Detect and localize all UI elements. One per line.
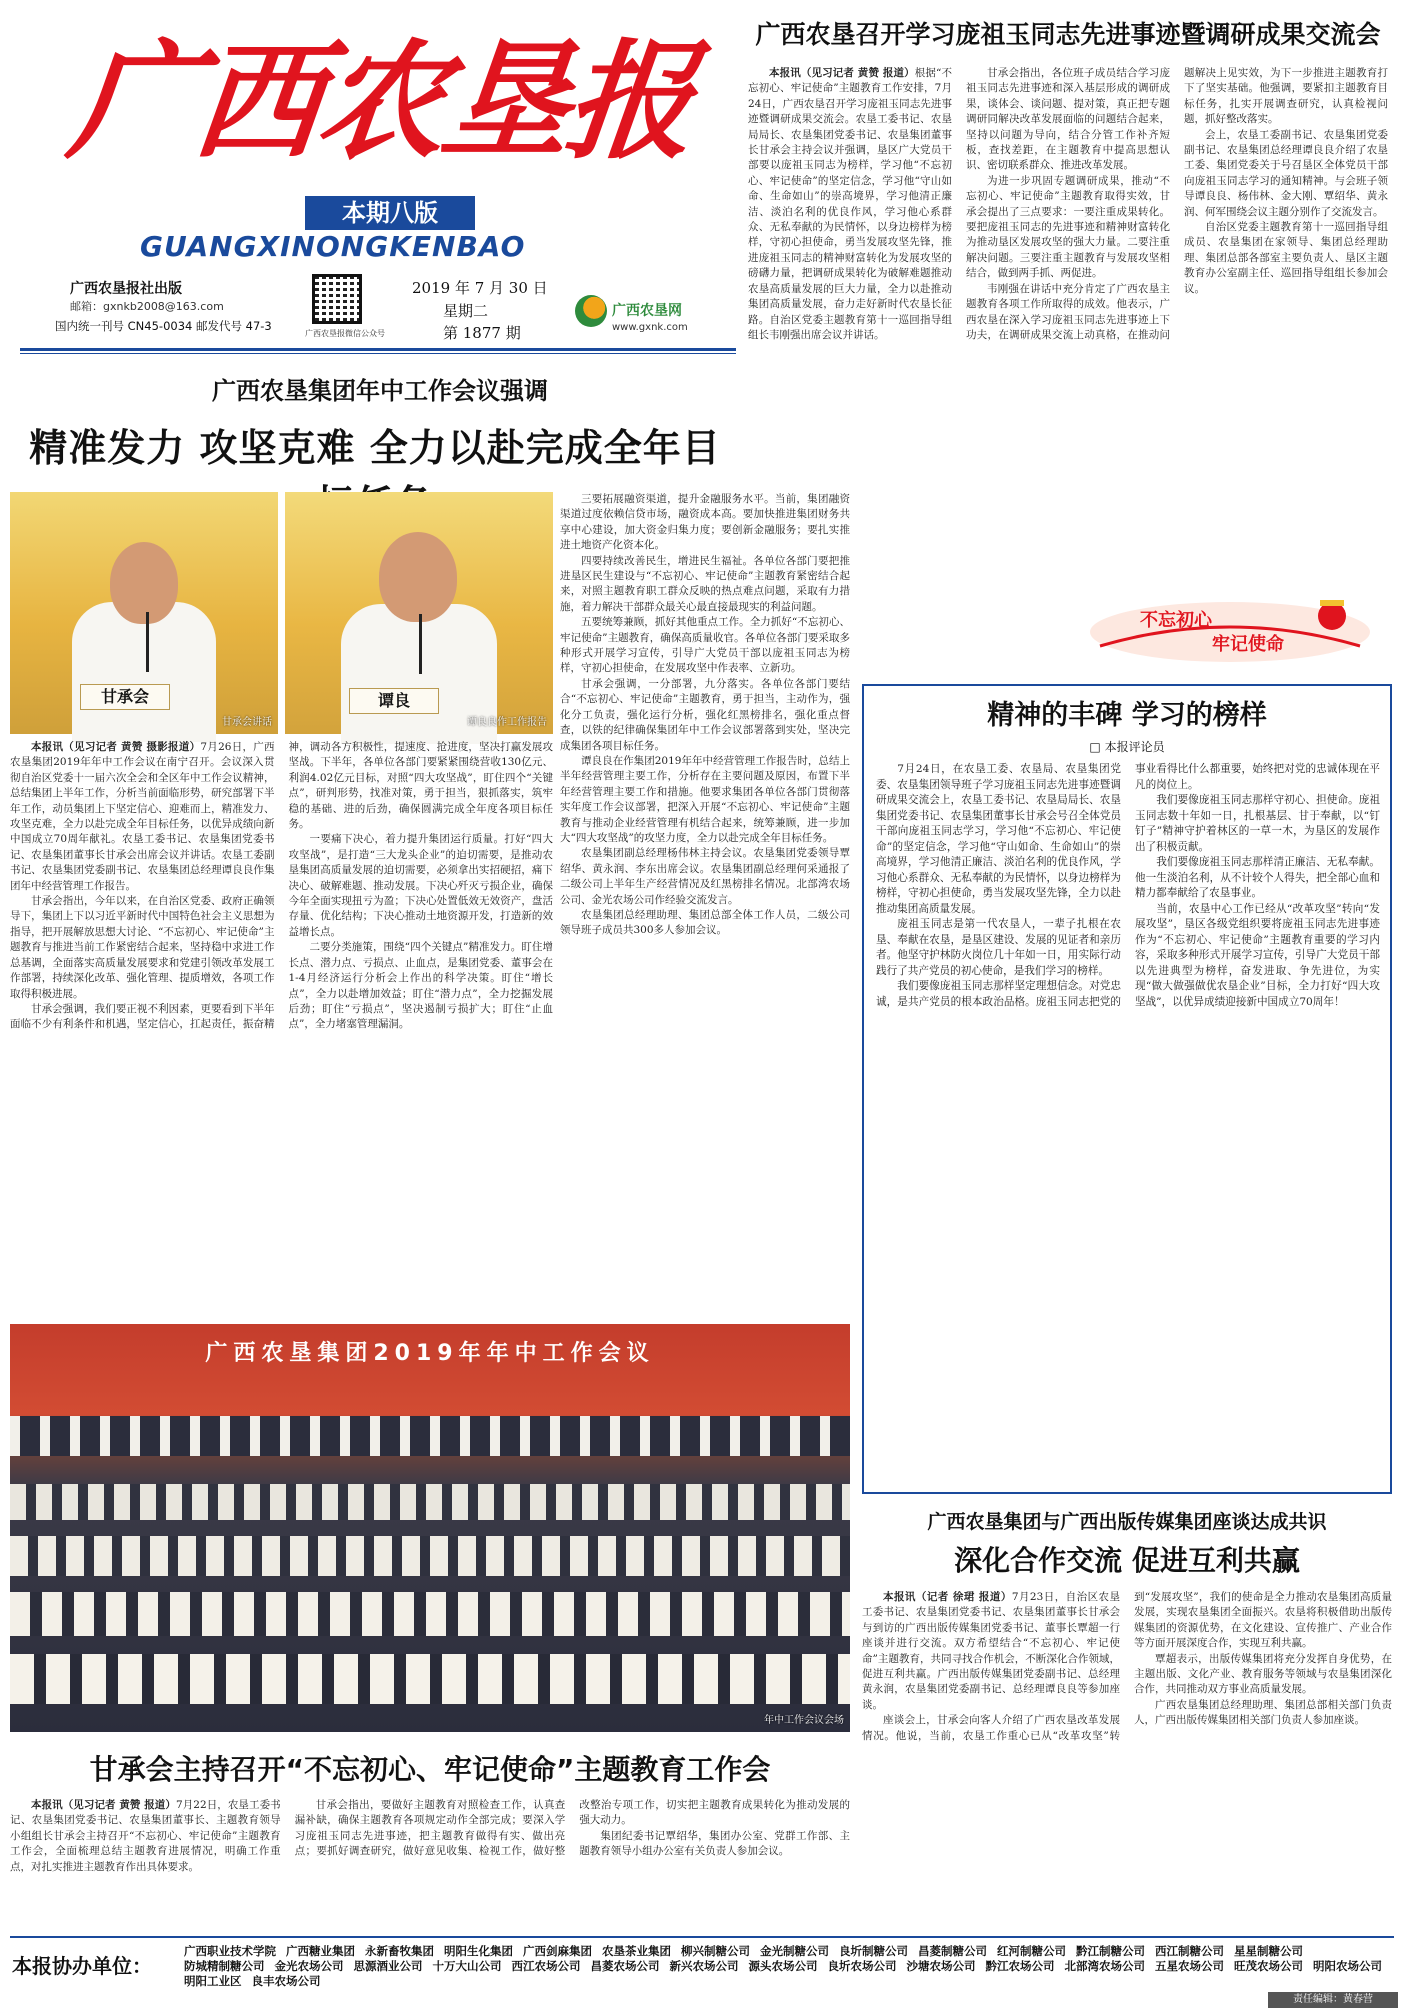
story-cooperation-headline: 深化合作交流 促进互利共赢 [954, 1544, 1300, 1577]
sponsor-item: 西江制糖公司 [1155, 1944, 1224, 1958]
sponsor-item: 良圻制糖公司 [839, 1944, 908, 1958]
paragraph: 庞祖玉同志是第一代农垦人，一辈子扎根在农垦、奉献在农垦，是垦区建设、发展的见证者和亲历者。他坚守护林防火岗位几十年如一日，用实际行动践行了共产党员的初心使命，是我们学习的榜样。 [876, 918, 1121, 977]
podium-row [10, 1416, 850, 1456]
sponsor-item: 红河制糖公司 [997, 1944, 1066, 1958]
issue-number: 第 1877 期 [443, 324, 521, 342]
speaker-2-head [379, 532, 457, 622]
photo-caption: 谭良良作工作报告 [467, 717, 547, 728]
sponsors-label: 本报协办单位： [12, 1954, 152, 1978]
photo-conference-hall [10, 1324, 850, 1732]
website-url[interactable]: www.gxnk.com [612, 322, 688, 333]
paragraph: 农垦集团总经理助理、集团总部全体工作人员，二级公司领导班子成员共300多人参加会议。 [560, 908, 850, 937]
paragraph: 我们要像庞祖玉同志那样坚定理想信念。对党忠诚，是共产党员的根本政治品格。庞祖玉同志把党的事业看得比什么都重要，始终把对党的忠诚体现在平凡的岗位上。 [876, 763, 1380, 1008]
qr-caption: 广西农垦报微信公众号 [305, 329, 385, 338]
lead-body-right [560, 492, 850, 1318]
sponsor-item: 昌菱制糖公司 [918, 1944, 987, 1958]
commentary-body [876, 762, 1380, 1488]
photo-caption: 年中工作会议会场 [764, 1715, 844, 1726]
byline: 本报讯（见习记者 黄赞 报道） [769, 67, 915, 79]
paragraph: 我们要像庞祖玉同志那样清正廉洁、无私奉献。他一生淡泊名利，从不计较个人得失，把全部心血和精力都奉献给了农垦事业。 [1135, 856, 1380, 899]
speaker-1-head [110, 542, 178, 624]
sponsor-item: 广西剑麻集团 [523, 1944, 592, 1958]
audience-row [10, 1536, 850, 1576]
paragraph: 集团纪委书记覃绍华，集团办公室、党群工作部、主题教育领导小组办公室有关负责人参加会议。 [579, 1829, 850, 1858]
paragraph: 座谈会上，甘承会向客人介绍了广西农垦改革发展情况。他说，当前，农垦工作重心已从“改革攻坚”转到“发展攻坚”，我们的使命是全力推动农垦集团高质量发展，实现农垦集团全面振兴。农垦将积极借助出版传媒集团的资源优势，在文化建设、宣传推广、产业合作等方面开展深度合作，实现互利共赢。 [862, 1591, 1392, 1742]
paragraph: 广西农垦集团总经理助理、集团总部相关部门负责人，广西出版传媒集团相关部门负责人参加座谈。 [1134, 1698, 1392, 1727]
paragraph: 甘承会强调，一分部署，九分落实。各单位各部门要结合“不忘初心、牢记使命”主题教育，勇于担当，主动作为，强化分工负责，强化运行分析，强化红黑榜排名，强化重点督查，以铁的纪律确保集团年中工作会议部署落到实处，坚决完成集团各项目标任务。 [560, 677, 850, 752]
edition-badge: 本期八版 [305, 196, 475, 230]
publisher-name: 广西农垦报社出版 [70, 281, 182, 297]
sponsor-item: 星星制糖公司 [1234, 1944, 1303, 1958]
sponsor-item: 广西糖业集团 [286, 1944, 355, 1958]
story-cooperation-kicker: 广西农垦集团与广西出版传媒集团座谈达成共识 [927, 1511, 1327, 1533]
masthead-pinyin: GUANGXINONGKENBAO [140, 230, 526, 263]
paragraph: 会上，农垦工委副书记、农垦集团党委副书记、农垦集团总经理谭良良介绍了农垦工委、集团党委关于号召垦区全体党员干部向庞祖玉同志学习的通知精神。与会班子领导谭良良、杨伟林、金大刚、覃绍华、黄永润、何军围绕会议主题分别作了交流发言。 [1184, 128, 1388, 218]
qr-code-icon [312, 274, 362, 324]
photo-speaker-1 [10, 492, 278, 734]
byline: 本报讯（见习记者 黄赞 摄影报道） [31, 741, 201, 753]
audience-row [10, 1654, 850, 1704]
story-study-meeting-title: 广西农垦召开学习庞祖玉同志先进事迹暨调研成果交流会 [755, 20, 1381, 49]
paragraph: 自治区党委主题教育第十一巡回指导组成员、农垦集团在家领导、集团总经理助理、集团总部各部室主要负责人、垦区主题教育办公室副主任、巡回指导组组长参加会议。 [1184, 221, 1388, 295]
sponsor-item: 良圻农场公司 [827, 1959, 897, 1973]
issue-weekday: 星期二 [443, 302, 489, 320]
paragraph: 韦刚强在讲话中充分肯定了广西农垦主题教育各项工作所取得的成效。他表示，广西农垦在深入学习庞祖玉同志先进事迹上下功夫，在调研成果交流上动真格，在推动问题解决上见实效，为下一步推进主题教育打下了坚实基础。他强调，要紧扣主题教育目标任务，扎实开展调查研究，认真检视问题，抓好整改落实。 [966, 67, 1388, 341]
story-education-body: 本报讯（见习记者 黄赞 报道）7月22日，农垦工委书记、农垦集团党委书记、农垦集团董事长、主题教育领导小组组长甘承会主持召开“不忘初心、牢记使命”主题教育工作会，全面梳理总结主题教育进展情况，明确工作重点，对扎实推进主题教育作出具体要求。 甘承会指出，要做好主题教育对照检查工作，认真查漏补缺，确保主题教育各项规定动作全部完成；要深入学习庞祖玉同志先进事迹，把主题教育做得有实、做出亮点；要抓好调查研究，做好意见收集、检视工作，做好整改整治专项工作，切实把主题教育成果转化为推动发展的强大动力。 集团纪委书记覃绍华，集团办公室、党群工作部、主题教育领导小组办公室有关负责人参加会议。 [10, 1798, 850, 1928]
paragraph: 我们要像庞祖玉同志那样守初心、担使命。庞祖玉同志数十年如一日，扎根基层、甘于奉献，以“钉钉子”精神守护着林区的一草一木，为垦区的发展作出了积极贡献。 [1135, 794, 1380, 853]
paragraph: 甘承会指出，要做好主题教育对照检查工作，认真查漏补缺，确保主题教育各项规定动作全部完成；要深入学习庞祖玉同志先进事迹，把主题教育做得有实、做出亮点；要抓好调查研究，做好意见收集、检视工作，做好整改整治专项工作，切实把主题教育成果转化为推动发展的强大动力。 [294, 1799, 850, 1858]
mission-badge-graphic [1080, 588, 1380, 668]
paragraph: 甘承会强调，我们要正视不利因素，更要看到下半年面临不少有利条件和机遇，坚定信心，扛起责任，振奋精神，调动各方积极性，提速度、抢进度，坚决打赢发展攻坚战。下半年，各单位各部门要紧紧围绕营收130亿元、利润4.02亿元目标，对照“四大攻坚战”，盯住四个“关键点”，研判形势，找准对策，勇于担当，狠抓落实，筑牢稳的基础、进的后劲，确保圆满完成全年度各项目标任务。 [10, 741, 553, 1031]
publisher-email: 邮箱：gxnkb2008@163.com [70, 300, 224, 313]
sponsor-item: 十万大山公司 [432, 1959, 502, 1973]
sponsor-item: 源头农场公司 [748, 1959, 818, 1973]
story-education-title: 甘承会主持召开“不忘初心、牢记使命”主题教育工作会 [89, 1753, 771, 1786]
sponsor-item: 北部湾农场公司 [1064, 1959, 1145, 1973]
sponsor-item: 金光农场公司 [274, 1959, 344, 1973]
sponsors-list [184, 1944, 1394, 2004]
lead-kicker: 广西农垦集团年中工作会议强调 [212, 376, 548, 405]
nameplate: 甘承会 [80, 684, 170, 710]
badge-text-bottom: 牢记使命 [1212, 634, 1284, 655]
paragraph: 二要分类施策，围绕“四个关键点”精准发力。盯住增长点、潜力点、亏损点、止血点，是集团党委、董事会在1-4月经济运行分析会上作出的科学决策。盯住“增长点”，全力以赴增加效益；盯住“潜力点”，全力挖掘发展后劲；盯住“亏损点”，坚决遏制亏损扩大；盯住“止血点”，全力堵塞管理漏洞。 [288, 941, 553, 1031]
sponsor-item: 明阳生化集团 [444, 1944, 513, 1958]
sponsor-item: 明阳农场公司 [1313, 1959, 1382, 1973]
issn-line: 国内统一刊号 CN45-0034 邮发代号 47-3 [55, 319, 272, 333]
website-logo-icon [575, 295, 607, 327]
paragraph: 甘承会指出，今年以来，在自治区党委、政府正确领导下，集团上下以习近平新时代中国特色社会主义思想为指导，把开展解放思想大讨论、“不忘初心、牢记使命”主题教育与推进当前工作紧密结合起来，坚持稳中求进工作总基调，全面落实高质量发展要求和党建引领改革发展工作部署，持续深化改革、强化管理、提质增效，各项工作取得积极进展。 [10, 895, 275, 1000]
paragraph: 甘承会指出，各位班子成员结合学习庞祖玉同志先进事迹和深入基层形成的调研成果，谈体会、谈问题、提对策，真正把专题调研同解决改革发展面临的问题结合起来，坚持以问题为导向，结合分管工作补齐短板，查找差距，在主题教育中提高思想认识、密切联系群众、推进改革发展。 [966, 67, 1170, 172]
paragraph: 为进一步巩固专题调研成果，推动“不忘初心、牢记使命”主题教育取得实效，甘承会提出了三点要求：一要注重成果转化。要把庞祖玉同志的先进事迹和精神财富转化为推动垦区发展攻坚的强大力量。二要注重解决问题。三要注重主题教育与发展攻坚相结合，做到两手抓、两促进。 [966, 174, 1170, 280]
lead-headline: 精准发力 攻坚克难 全力以赴完成全年目 [29, 426, 721, 470]
audience-row [10, 1484, 850, 1520]
commentary-author: □ 本报评论员 [1089, 740, 1165, 754]
nameplate: 谭良 [349, 688, 439, 714]
sponsor-item: 思源酒业公司 [353, 1959, 423, 1973]
paragraph: 谭良良在作集团2019年年中经营管理工作报告时，总结上半年经营管理主要工作，分析存在主要问题及原因，布置下半年经营管理主要工作和措施。他要求集团各单位各部门贯彻落实年度工作会议部署，把深入开展“不忘初心、牢记使命”主题教育与推动企业经营管理有机结合起来，统筹兼顾，进一步加大“四大攻坚战”的攻坚力度，全力以赴完成全年目标任务。 [560, 754, 850, 844]
conference-banner: 广西农垦集团2019年年中工作会议 [205, 1341, 655, 1366]
sponsor-item: 农垦茶业集团 [602, 1944, 671, 1958]
microphone-icon [146, 612, 149, 672]
story-study-meeting-body: 本报讯（见习记者 黄赞 报道）根据“不忘初心、牢记使命”主题教育工作安排，7月24日，广西农垦召开学习庞祖玉同志先进事迹暨调研成果交流会。农垦工委书记、农垦局局长、农垦集团党委书记、农垦集团董事长甘承会主持会议并强调，垦区广大党员干部要以庞祖玉同志为榜样，学习他“不忘初心、牢记使命”的坚定信念，学习他“守山如命、生命如山”的崇高境界，学习他清正廉洁、淡泊名利的优良作风，学习他心系群众、无私奉献的为民情怀，以身边榜样为榜样，守初心担使命，勇当发展攻坚先锋，推进庞祖玉同志的精神财富转化为发展攻坚的磅礴力量，把调研成果转化为破解难题推动农垦高质量发展的巨大力量，全力以赴推动集团高质量发展，奋力走好新时代农垦长征路。自治区党委主题教育第十一巡回指导组组长韦刚强出席会议并讲话。 甘承会指出，各位班子成员结合学习庞祖玉同志先进事迹和深入基层形成的调研成果，谈体会、谈问题、提对策，真正把专题调研同解决改革发展面临的问题结合起来，坚持以问题为导向，结合分管工作补齐短板，查找差距，在主题教育中提高思想认识、密切联系群众、推进改革发展。 为进一步巩固专题调研成果，推动“不忘初心、牢记使命”主题教育取得实效，甘承会提出了三点要求：一要注重成果转化。要把庞祖玉同志的先进事迹和精神财富转化为推动垦区发展攻坚的强大力量。二要注重解决问题。三要注重主题教育与发展攻坚相结合，做到两手抓、两促进。 韦刚强在讲话中充分肯定了广西农垦主题教育各项工作所取得的成效。他表示，广西农垦在深入学习庞祖玉同志先进事迹上下功夫，在调研成果交流上动真格，在推动问题解决上见实效，为下一步推进主题教育打下了坚实基础。他强调，要紧扣主题教育目标任务，扎实开展调查研究，认真检视问题，抓好整改落实。 会上，农垦工委副书记、农垦集团党委副书记、农垦集团总经理谭良良介绍了农垦工委、集团党委关于号召垦区全体党员干部向庞祖玉同志学习的通知精神。与会班子领导谭良良、杨伟林、金大刚、覃绍华、黄永润、何军围绕会议主题分别作了交流发言。 自治区党委主题教育第十一巡回指导组成员、农垦集团在家领导、集团总经理助理、集团总部各部室主要负责人、垦区主题教育办公室副主任、巡回指导组组长参加会议。 [748, 66, 1388, 582]
responsible-editor: 责任编辑：黄春营 [1268, 1992, 1398, 2008]
masthead-divider-thin [20, 353, 736, 354]
photo-speaker-2 [285, 492, 553, 734]
sponsor-item: 昌菱农场公司 [590, 1959, 660, 1973]
photo-caption: 甘承会讲话 [222, 717, 272, 728]
microphone-icon [419, 614, 422, 674]
paragraph: 当前，农垦中心工作已经从“改革攻坚”转向“发展攻坚”，垦区各级党组织要将庞祖玉同志先进事迹作为“不忘初心、牢记使命”主题教育重要的学习内容，采取多种形式开展学习宣传，引导广大党员干部以先进典型为榜样，奋发进取、争先进位，为实现“做大做强做优农垦企业”目标，全力打好“四大攻坚战”，以优异成绩迎接新中国成立70周年！ [1135, 902, 1380, 1008]
paragraph: 五要统筹兼顾，抓好其他重点工作。全力抓好“不忘初心、牢记使命”主题教育，确保高质量收官。各单位各部门要采取多种形式开展学习宣传，引导广大党员干部以庞祖玉同志为榜样，守初心担使命，在发展攻坚中作表率、立新功。 [560, 616, 850, 675]
paragraph: 覃超表示，出版传媒集团将充分发挥自身优势，在主题出版、文化产业、教育服务等领域与农垦集团深化合作，共同推动双方事业高质量发展。 [1134, 1652, 1392, 1696]
story-cooperation-body: 本报讯（记者 徐珺 报道）7月23日，自治区农垦工委书记、农垦集团党委书记、农垦集团董事长甘承会与到访的广西出版传媒集团党委书记、董事长覃超一行座谈并进行交流。双方希望结合“不忘初心、牢记使命”主题教育，共同寻找合作机会，不断深化合作领域，促进互利共赢。广西出版传媒集团党委副书记、总经理黄永润，农垦集团党委副书记、总经理谭良良等参加座谈。 座谈会上，甘承会向客人介绍了广西农垦改革发展情况。他说，当前，农垦工作重心已从“改革攻坚”转到“发展攻坚”，我们的使命是全力推动农垦集团高质量发展，实现农垦集团全面振兴。农垦将积极借助出版传媒集团的资源优势，在文化建设、宣传推广、产业合作等方面开展深度合作，实现互利共赢。 覃超表示，出版传媒集团将充分发挥自身优势，在主题出版、文化产业、教育服务等领域与农垦集团深化合作，共同推动双方事业高质量发展。 广西农垦集团总经理助理、集团总部相关部门负责人，广西出版传媒集团相关部门负责人参加座谈。 [862, 1590, 1392, 1928]
lead-body-left: 本报讯（见习记者 黄赞 摄影报道）7月26日，广西农垦集团2019年年中工作会议在南宁召开。会议深入贯彻自治区党委十一届六次全会和全区年中工作会议精神，总结集团上半年工作，分析当前面临形势，研究部署下半年工作，动员集团上下坚定信心、迎难而上，精准发力、攻坚克难，全力以赴完成全年目标任务，以优异成绩向新中国成立70周年献礼。农垦工委书记、农垦集团党委书记、农垦集团董事长甘承会出席会议并讲话。农垦工委副书记、农垦集团党委副书记、农垦集团总经理谭良良作集团年中经营管理工作报告。 甘承会指出，今年以来，在自治区党委、政府正确领导下，集团上下以习近平新时代中国特色社会主义思想为指导，把开展解放思想大讨论、“不忘初心、牢记使命”主题教育与推进当前工作紧密结合起来，坚持稳中求进工作总基调，全面落实高质量发展要求和党建引领改革发展工作部署，持续深化改革、强化管理、提质增效，各项工作取得积极进展。 甘承会强调，我们要正视不利因素，更要看到下半年面临不少有利条件和机遇，坚定信心，扛起责任，振奋精神，调动各方积极性，提速度、抢进度，坚决打赢发展攻坚战。下半年，各单位各部门要紧紧围绕营收130亿元、利润4.02亿元目标，对照“四大攻坚战”，盯住四个“关键点”，研判形势，找准对策，勇于担当，狠抓落实，筑牢稳的基础、进的后劲，确保圆满完成全年度各项目标任务。 一要痛下决心，着力提升集团运行质量。打好“四大攻坚战”，是打造“三大龙头企业”的迫切需要，是推动农垦集团高质量发展的迫切需要，必须拿出实招硬招，痛下决心、破解难题、推动发展。下决心歼灭亏损企业，确保今年全面实现扭亏为盈；下决心处置低效无效资产，盘活存量、优化结构；下决心推动土地资源开发，打造新的效益增长点。 二要分类施策，围绕“四个关键点”精准发力。盯住增长点、潜力点、亏损点、止血点，是集团党委、董事会在1-4月经济运行分析会上作出的科学决策。盯住“增长点”，全力以赴增加效益；盯住“潜力点”，全力挖掘发展后劲；盯住“亏损点”，坚决遏制亏损扩大；盯住“止血点”，全力堵塞管理漏洞。 [10, 740, 553, 1318]
paragraph: 一要痛下决心，着力提升集团运行质量。打好“四大攻坚战”，是打造“三大龙头企业”的迫切需要，是推动农垦集团高质量发展的迫切需要，必须拿出实招硬招，痛下决心、破解难题、推动发展。下决心歼灭亏损企业，确保今年全面实现扭亏为盈；下决心处置低效无效资产，盘活存量、优化结构；下决心推动土地资源开发，打造新的效益增长点。 [288, 833, 553, 938]
sponsor-item: 防城精制糖公司 [184, 1959, 265, 1973]
sponsor-item: 明阳工业区 [184, 1974, 242, 1988]
sponsor-item: 五星农场公司 [1155, 1959, 1224, 1973]
issue-date: 2019 年 7 月 30 日 [412, 279, 548, 297]
sponsor-item: 柳兴制糖公司 [681, 1944, 750, 1958]
byline: 本报讯（见习记者 黄赞 报道） [31, 1799, 176, 1811]
paragraph: 7月24日，在农垦工委、农垦局、农垦集团党委、农垦集团领导班子学习庞祖玉同志先进事迹暨调研成果交流会上，农垦工委书记、农垦局局长、农垦集团党委书记、农垦集团董事长甘承会号召全体党员干部向庞祖玉同志学习，学习他“不忘初心、牢记使命”的坚定信念，学习他“守山如命、生命如山”的崇高境界，学习他清正廉洁、淡泊名利的优良作风，学习他心系群众、无私奉献的为民情怀，以身边榜样为榜样，守初心担使命，勇当发展攻坚先锋，全力以赴推动集团高质量发展。 [876, 763, 1121, 915]
sponsor-item: 旺茂农场公司 [1234, 1959, 1303, 1973]
sponsor-item: 黔江制糖公司 [1076, 1944, 1145, 1958]
sponsor-item: 金光制糖公司 [760, 1944, 829, 1958]
sponsor-item: 广西职业技术学院 [184, 1944, 276, 1958]
badge-text-top: 不忘初心 [1140, 610, 1212, 631]
byline: 本报讯（记者 徐珺 报道） [883, 1591, 1012, 1603]
sponsor-item: 西江农场公司 [511, 1959, 581, 1973]
footer-divider [10, 1936, 1394, 1938]
masthead-title: 广西农垦报 [62, 27, 699, 177]
sponsor-item: 新兴农场公司 [669, 1959, 739, 1973]
commentary-title: 精神的丰碑 学习的榜样 [987, 700, 1267, 731]
masthead-divider [20, 348, 736, 351]
sponsor-item: 永新畜牧集团 [365, 1944, 434, 1958]
sponsor-item: 沙塘农场公司 [906, 1959, 976, 1973]
mission-badge [1080, 588, 1380, 668]
paragraph: 农垦集团副总经理杨伟林主持会议。农垦集团党委领导覃绍华、黄永润、李东出席会议。农垦集团副总经理何采通报了二级公司上半年生产经营情况及红黑榜排名情况。北部湾农场公司、金光农场公司作经验交流发言。 [560, 847, 850, 906]
paragraph: 三要拓展融资渠道，提升金融服务水平。当前，集团融资渠道过度依赖信贷市场，融资成本高。要加快推进集团财务共享中心建设，加大资金归集力度；要创新金融服务；要扎实推进土地资产化资本化。 [560, 493, 850, 552]
website-name: 广西农垦网 [612, 303, 682, 319]
audience-row [10, 1592, 850, 1636]
sponsor-item: 黔江农场公司 [985, 1959, 1055, 1973]
paragraph: 四要持续改善民生，增进民生福祉。各单位各部门要把推进垦区民生建设与“不忘初心、牢记使命”主题教育紧密结合起来，对照主题教育职工群众反映的热点难点问题，采取有力措施，着力解决干部群众最关心最直接最现实的利益问题。 [560, 554, 850, 613]
sponsor-item: 良丰农场公司 [251, 1974, 321, 1988]
